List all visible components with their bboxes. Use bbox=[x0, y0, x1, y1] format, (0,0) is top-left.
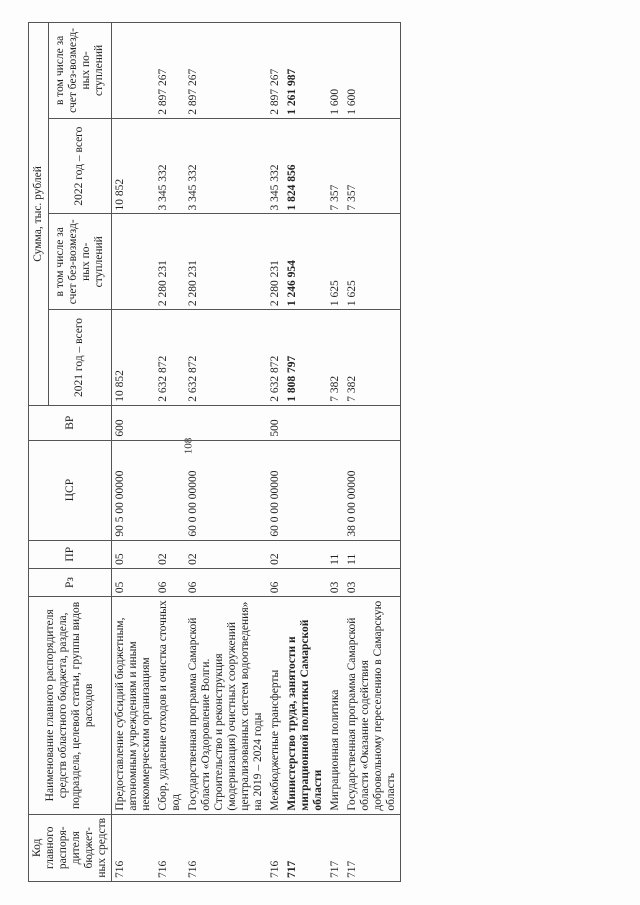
cell-csr: 60 0 00 00000 bbox=[185, 440, 267, 540]
cell-code: 716 bbox=[185, 814, 267, 881]
cell-rz: 06 bbox=[155, 568, 185, 596]
header-2021-free: в том числе за счет без-возмезд-ных по-ступлений bbox=[48, 214, 111, 310]
cell-rz bbox=[284, 568, 327, 596]
page-number: 108 bbox=[182, 437, 195, 455]
cell-2021-total: 1 808 797 bbox=[284, 310, 327, 406]
cell-csr bbox=[155, 440, 185, 540]
cell-rz: 03 bbox=[327, 568, 344, 596]
cell-name: Государственная программа Самарской области «Оздоровление Волги. Строительство и реконструкция (модернизация) очистных сооружений централизованных систем водоотведения» на 2019 – 2024 годы bbox=[185, 597, 267, 814]
budget-table bbox=[28, 22, 401, 882]
cell-pr bbox=[284, 540, 327, 568]
cell-2021-free bbox=[112, 214, 156, 310]
cell-pr: 11 bbox=[327, 540, 344, 568]
cell-vr bbox=[155, 405, 185, 440]
cell-name: Миграционная политика bbox=[327, 597, 344, 814]
cell-2022-free: 2 897 267 bbox=[185, 23, 267, 119]
cell-rz: 03 bbox=[344, 568, 401, 596]
cell-rz: 06 bbox=[267, 568, 284, 596]
cell-code: 717 bbox=[284, 814, 327, 881]
table-row bbox=[344, 23, 401, 882]
cell-pr: 02 bbox=[185, 540, 267, 568]
cell-2021-total: 2 632 872 bbox=[185, 310, 267, 406]
cell-2022-total: 7 357 bbox=[344, 118, 401, 214]
table-row bbox=[267, 23, 284, 882]
header-2022-free: в том числе за счет без-возмезд-ных по-ступлений bbox=[48, 23, 111, 119]
header-sum: Сумма, тыс. рублей bbox=[29, 23, 49, 406]
cell-2021-free: 2 280 231 bbox=[267, 214, 284, 310]
header-vr: ВР bbox=[29, 405, 112, 440]
header-2022-total: 2022 год – всего bbox=[48, 118, 111, 214]
cell-vr bbox=[327, 405, 344, 440]
cell-2022-total: 1 824 856 bbox=[284, 118, 327, 214]
cell-csr: 38 0 00 00000 bbox=[344, 440, 401, 540]
cell-2021-total: 10 852 bbox=[112, 310, 156, 406]
table-row bbox=[112, 23, 156, 882]
cell-rz: 06 bbox=[185, 568, 267, 596]
header-name: Наименование главного распорядителя средств областного бюджета, раздела, подраздела, целевой статьи, группы видов расходов bbox=[29, 597, 112, 814]
table-row bbox=[284, 23, 327, 882]
cell-code: 716 bbox=[155, 814, 185, 881]
cell-csr bbox=[284, 440, 327, 540]
cell-vr bbox=[284, 405, 327, 440]
table-row bbox=[327, 23, 344, 882]
cell-csr bbox=[327, 440, 344, 540]
cell-2021-free: 1 625 bbox=[327, 214, 344, 310]
cell-name: Предоставление субсидий бюджетным, автономным учреждениям и иным некоммерческим организациям bbox=[112, 597, 156, 814]
cell-2022-total: 3 345 332 bbox=[185, 118, 267, 214]
cell-name: Государственная программа Самарской области «Оказание содействия добровольному переселению в Самарскую область bbox=[344, 597, 401, 814]
cell-2021-free: 1 246 954 bbox=[284, 214, 327, 310]
cell-csr: 60 0 00 00000 bbox=[267, 440, 284, 540]
cell-code: 717 bbox=[327, 814, 344, 881]
cell-2021-free: 2 280 231 bbox=[155, 214, 185, 310]
cell-2022-free: 2 897 267 bbox=[155, 23, 185, 119]
header-code: Код главного распоря-дителя бюджет-ных средств bbox=[29, 814, 112, 881]
cell-2022-total: 7 357 bbox=[327, 118, 344, 214]
cell-code: 717 bbox=[344, 814, 401, 881]
cell-vr: 600 bbox=[112, 405, 156, 440]
cell-pr: 02 bbox=[155, 540, 185, 568]
cell-code: 716 bbox=[267, 814, 284, 881]
cell-name: Межбюджетные трансферты bbox=[267, 597, 284, 814]
cell-2021-total: 2 632 872 bbox=[155, 310, 185, 406]
table-row bbox=[155, 23, 185, 882]
cell-pr: 05 bbox=[112, 540, 156, 568]
cell-vr: 500 bbox=[267, 405, 284, 440]
cell-2022-free: 1 261 987 bbox=[284, 23, 327, 119]
cell-2022-total: 10 852 bbox=[112, 118, 156, 214]
cell-2022-free bbox=[112, 23, 156, 119]
cell-vr bbox=[185, 405, 267, 440]
header-rz: Рз bbox=[29, 568, 112, 596]
cell-pr: 02 bbox=[267, 540, 284, 568]
cell-2021-free: 1 625 bbox=[344, 214, 401, 310]
cell-2022-free: 2 897 267 bbox=[267, 23, 284, 119]
cell-code: 716 bbox=[112, 814, 156, 881]
header-2021-total: 2021 год – всего bbox=[48, 310, 111, 406]
table-body bbox=[112, 23, 401, 882]
cell-name: Сбор, удаление отходов и очистка сточных вод bbox=[155, 597, 185, 814]
cell-name: Министерство труда, занятости и миграционной политики Самарской области bbox=[284, 597, 327, 814]
header-pr: ПР bbox=[29, 540, 112, 568]
cell-2022-free: 1 600 bbox=[327, 23, 344, 119]
cell-2021-total: 7 382 bbox=[344, 310, 401, 406]
cell-rz: 05 bbox=[112, 568, 156, 596]
cell-2022-total: 3 345 332 bbox=[267, 118, 284, 214]
cell-vr bbox=[344, 405, 401, 440]
cell-csr: 90 5 00 00000 bbox=[112, 440, 156, 540]
cell-2022-free: 1 600 bbox=[344, 23, 401, 119]
cell-2022-total: 3 345 332 bbox=[155, 118, 185, 214]
cell-2021-total: 2 632 872 bbox=[267, 310, 284, 406]
cell-pr: 11 bbox=[344, 540, 401, 568]
header-csr: ЦСР bbox=[29, 440, 112, 540]
rotated-table-frame bbox=[20, 12, 580, 892]
cell-2021-total: 7 382 bbox=[327, 310, 344, 406]
table-row bbox=[185, 23, 267, 882]
cell-2021-free: 2 280 231 bbox=[185, 214, 267, 310]
